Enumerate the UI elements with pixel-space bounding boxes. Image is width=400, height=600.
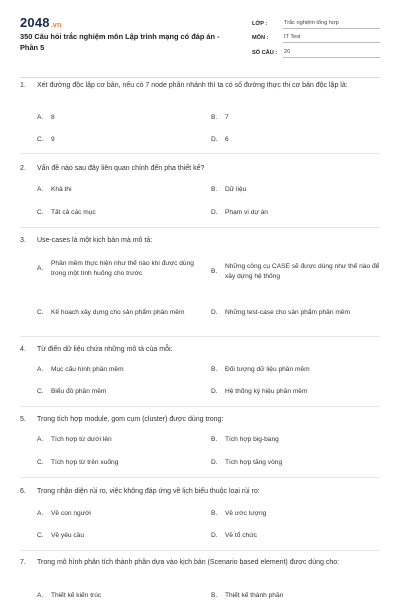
document-title: 350 Câu hỏi trắc nghiệm môn Lập trình mạng có đáp án - Phần 5 [20,32,220,52]
option-letter: B. [211,114,218,121]
option-letter: D. [211,209,218,216]
option-letter: C. [37,136,44,143]
option-letter: C. [37,209,44,216]
meta-label: SỐ CÂU : [252,49,278,56]
option-text: Tích hợp từ dưới lên [51,436,112,443]
option-text: Về ước lượng [225,510,267,517]
option-b[interactable] [211,591,380,600]
option-letter: B. [211,510,218,517]
question-3 [20,235,380,316]
option-d[interactable] [211,135,380,145]
question-text [20,163,380,174]
option-text: Phần mềm thực hiện như thế nào khi được dùng trong một tình huống cho trước [51,260,194,277]
option-a[interactable] [37,365,207,375]
option-text: Dữ liệu [225,186,247,193]
meta-label: MÔN : [252,35,269,41]
option-letter: A. [37,186,44,193]
question-5 [20,414,380,466]
option-text: 6 [225,136,229,143]
question-divider [20,153,380,154]
question-number: 2. [20,165,26,172]
option-d[interactable] [211,299,380,327]
option-text: Phạm vi dự án [225,209,268,216]
question-body: Xét đường độc lập cơ bản, nếu có 7 node phân nhánh thì ta có số đường thực thi cơ bản độc lập là: [37,82,348,89]
option-b[interactable] [211,185,380,195]
option-letter: D. [211,136,218,143]
question-text [20,235,380,246]
question-6 [20,486,380,539]
option-a[interactable] [37,435,207,445]
option-a[interactable] [37,185,207,195]
option-text: Thiết kế kiến trúc [51,592,102,599]
option-letter: B. [211,592,218,599]
question-number: 1. [20,82,26,89]
meta-value: 20 [283,49,380,58]
option-text: Tích hợp big-bang [225,436,279,443]
option-c[interactable] [37,135,207,145]
option-text: Biểu đồ phần mềm [51,388,107,395]
option-text: Kế hoạch xây dựng cho sản phẩm phần mềm [51,309,185,316]
option-letter: A. [37,114,44,121]
option-c[interactable] [37,208,207,218]
question-divider [20,227,380,228]
option-d[interactable] [211,208,380,218]
option-letter: D. [211,459,218,466]
option-a[interactable] [37,509,207,519]
option-text: Tất cả các mục [51,209,96,216]
question-divider [20,336,380,337]
question-body: Từ điển dữ liệu chứa những mô tả của mỗi: [37,346,173,353]
option-text: 9 [51,136,55,143]
option-letter: A. [37,265,44,272]
option-letter: C. [37,388,44,395]
option-text: Thiết kế thành phần [225,592,284,599]
question-number: 4. [20,346,26,353]
meta-label: LỚP : [252,20,268,27]
option-letter: C. [37,532,44,539]
option-text: Về con người [51,510,91,517]
option-letter: D. [211,309,218,316]
question-number: 5. [20,416,26,423]
question-body: Trong tích hợp module, gom cụm (cluster) được dùng trong: [37,416,224,423]
option-b[interactable] [211,258,380,286]
option-c[interactable] [37,531,207,541]
question-number: 3. [20,237,26,244]
logo-text: 2048 [20,15,50,30]
question-divider [20,477,380,478]
question-text [20,80,380,91]
option-letter: B. [211,186,218,193]
option-text: Những công cụ CASE sẽ được dùng như thế nào để xây dựng hệ thống [225,263,380,280]
option-d[interactable] [211,531,380,541]
option-letter: A. [37,510,44,517]
option-c[interactable] [37,387,207,397]
option-letter: C. [37,459,44,466]
option-text: Những test-case cho sản phẩm phần mềm [225,309,350,316]
logo-suffix: .vn [50,22,62,29]
question-7 [20,557,380,599]
option-letter: A. [37,366,44,373]
option-text: 7 [225,114,229,121]
question-body: Trong nhận diện rủi ro, việc không đáp ứng về lịch biểu thuộc loại rủi ro: [37,488,260,495]
question-4 [20,344,380,395]
option-text: Hệ thống ký hiệu phần mềm [225,388,308,395]
option-letter: A. [37,592,44,599]
option-d[interactable] [211,387,380,397]
option-b[interactable] [211,435,380,445]
meta-value: IT Test [283,34,380,43]
option-letter: B. [211,268,218,275]
option-text: 8 [51,114,55,121]
option-a[interactable] [37,113,207,123]
option-a[interactable] [37,591,207,600]
option-text: Mục cấu hình phần mềm [51,366,124,373]
question-number: 6. [20,488,26,495]
option-letter: D. [211,532,218,539]
option-text: Khả thi [51,186,72,193]
option-b[interactable] [211,509,380,519]
question-2 [20,163,380,216]
question-divider [20,550,380,551]
option-a[interactable] [37,255,207,283]
question-body: Trong mô hình phân tích thành phần dựa vào kịch bản (Scenario based element) được dùng cho: [37,559,340,566]
option-d[interactable] [211,458,380,468]
option-c[interactable] [37,458,207,468]
option-text: Về yêu cầu [51,532,84,539]
question-text [20,414,380,425]
question-1 [20,80,380,143]
question-body: Use-cases là một kịch bản mà mô tả: [37,237,153,244]
option-b[interactable] [211,365,380,375]
option-letter: A. [37,436,44,443]
option-text: Tích hợp tăng vòng [225,459,283,466]
option-letter: C. [37,309,44,316]
question-text [20,486,380,497]
option-letter: D. [211,388,218,395]
option-letter: B. [211,436,218,443]
question-text [20,557,380,568]
option-text: Đối tượng dữ liệu phần mềm [225,366,310,373]
meta-value: Trắc nghiệm tổng hợp [283,20,380,29]
question-text [20,344,380,355]
option-text: Về tổ chức [225,532,257,539]
question-divider [20,406,380,407]
option-letter: B. [211,366,218,373]
option-b[interactable] [211,113,380,123]
option-c[interactable] [37,299,207,327]
question-body: Vấn đề nào sau đây liên quan chính đến pha thiết kế? [37,165,205,172]
question-number: 7. [20,559,26,566]
option-text: Tích hợp từ trên xuống [51,459,119,466]
